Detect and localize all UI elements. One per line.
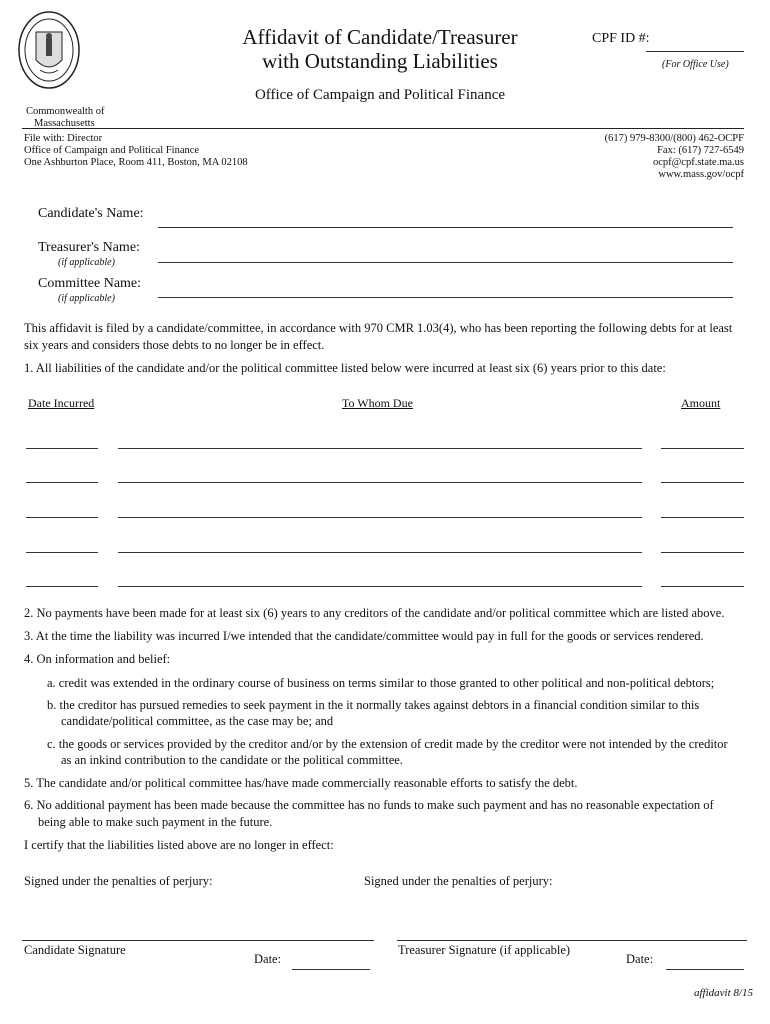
cpf-id-label: CPF ID #: xyxy=(592,31,650,46)
contact-phone: (617) 979-8300/(800) 462-OCPF xyxy=(604,133,744,144)
candidate-signature-label: Candidate Signature xyxy=(24,943,126,957)
item-2: 2. No payments have been made for at least six (6) years to any creditors of the candidate and/or political committee which are listed above. xyxy=(24,606,725,620)
item-6-line1: 6. No additional payment has been made because the committee has no funds to make such payment and has no reasonable expectation of xyxy=(24,798,714,812)
column-to-whom-due: To Whom Due xyxy=(342,396,413,410)
item-4: 4. On information and belief: xyxy=(24,652,171,666)
form-title-line1: Affidavit of Candidate/Treasurer xyxy=(242,25,518,49)
row3-whom-field[interactable] xyxy=(118,517,642,518)
row3-amount-field[interactable] xyxy=(661,517,744,518)
candidate-name-label: Candidate's Name: xyxy=(38,206,144,221)
treasurer-name-field[interactable] xyxy=(158,262,733,263)
file-with-line2: Office of Campaign and Political Finance xyxy=(24,145,200,156)
candidate-date-label: Date: xyxy=(254,952,282,966)
column-amount: Amount xyxy=(681,396,721,410)
header-divider xyxy=(22,128,744,129)
item-4a: a. credit was extended in the ordinary course of business on terms similar to those granted to other political and non-political debtors; xyxy=(47,676,715,690)
treasurer-signature-label: Treasurer Signature (if applicable) xyxy=(398,943,571,957)
office-use-note: (For Office Use) xyxy=(662,59,729,70)
treasurer-name-label: Treasurer's Name: xyxy=(38,240,140,255)
file-with-line3: One Ashburton Place, Room 411, Boston, MA 02108 xyxy=(24,157,248,168)
seal-caption-1: Commonwealth of xyxy=(26,106,105,117)
seal-caption-2: Massachusetts xyxy=(34,118,95,129)
candidate-date-field[interactable] xyxy=(292,969,370,970)
committee-note: (if applicable) xyxy=(58,293,115,304)
row5-date-field[interactable] xyxy=(26,586,98,587)
row1-whom-field[interactable] xyxy=(118,448,642,449)
item-4c-line2: as an inkind contribution to the candidate or the political committee. xyxy=(61,753,403,767)
row4-whom-field[interactable] xyxy=(118,552,642,553)
row2-date-field[interactable] xyxy=(26,482,98,483)
row4-amount-field[interactable] xyxy=(661,552,744,553)
row5-amount-field[interactable] xyxy=(661,586,744,587)
item-3: 3. At the time the liability was incurred I/we intended that the candidate/committee would pay in full for the goods or services rendered. xyxy=(24,629,704,643)
committee-name-field[interactable] xyxy=(158,297,733,298)
contact-web: www.mass.gov/ocpf xyxy=(658,169,744,180)
row2-amount-field[interactable] xyxy=(661,482,744,483)
massachusetts-seal-icon xyxy=(16,10,82,96)
row3-date-field[interactable] xyxy=(26,517,98,518)
item-5: 5. The candidate and/or political committee has/have made commercially reasonable efforts to satisfy the debt. xyxy=(24,776,578,790)
certification-text: I certify that the liabilities listed above are no longer in effect: xyxy=(24,838,334,852)
column-date-incurred: Date Incurred xyxy=(28,396,95,410)
form-title-line2: with Outstanding Liabilities xyxy=(262,49,498,73)
row1-date-field[interactable] xyxy=(26,448,98,449)
treasurer-signature-field[interactable] xyxy=(397,940,747,941)
form-version: affidavit 8/15 xyxy=(694,987,753,999)
contact-fax: Fax: (617) 727-6549 xyxy=(657,145,744,156)
row5-whom-field[interactable] xyxy=(118,586,642,587)
item-4b-line2: candidate/political committee, as the case may be; and xyxy=(61,714,334,728)
row2-whom-field[interactable] xyxy=(118,482,642,483)
treasurer-note: (if applicable) xyxy=(58,257,115,268)
item-4b-line1: b. the creditor has pursued remedies to seek payment in the it normally takes against debtors in a financial condition similar to this xyxy=(47,698,700,712)
treasurer-date-label: Date: xyxy=(626,952,654,966)
row1-amount-field[interactable] xyxy=(661,448,744,449)
office-name: Office of Campaign and Political Finance xyxy=(254,87,506,103)
treasurer-date-field[interactable] xyxy=(666,969,744,970)
file-with-line1: File with: Director xyxy=(24,133,103,144)
penalty-statement-left: Signed under the penalties of perjury: xyxy=(24,874,213,888)
item-4c-line1: c. the goods or services provided by the creditor and/or by the extension of credit made by the creditor were not intended by the creditor xyxy=(47,737,728,751)
row4-date-field[interactable] xyxy=(26,552,98,553)
item-6-line2: being able to make such payment in the future. xyxy=(38,815,273,829)
penalty-statement-right: Signed under the penalties of perjury: xyxy=(364,874,553,888)
contact-email: ocpf@cpf.state.ma.us xyxy=(652,157,744,168)
committee-name-label: Committee Name: xyxy=(38,276,142,291)
candidate-signature-field[interactable] xyxy=(22,940,374,941)
intro-paragraph: This affidavit is filed by a candidate/committee, in accordance with 970 CMR 1.03(4), who has been reporting the following debts for at least six years and considers those debts to no longer be in effect. xyxy=(24,321,733,352)
candidate-name-field[interactable] xyxy=(158,227,733,228)
item-1: 1. All liabilities of the candidate and/or the political committee listed below were incurred at least six (6) years prior to this date: xyxy=(24,361,666,375)
cpf-id-field[interactable] xyxy=(646,51,744,52)
